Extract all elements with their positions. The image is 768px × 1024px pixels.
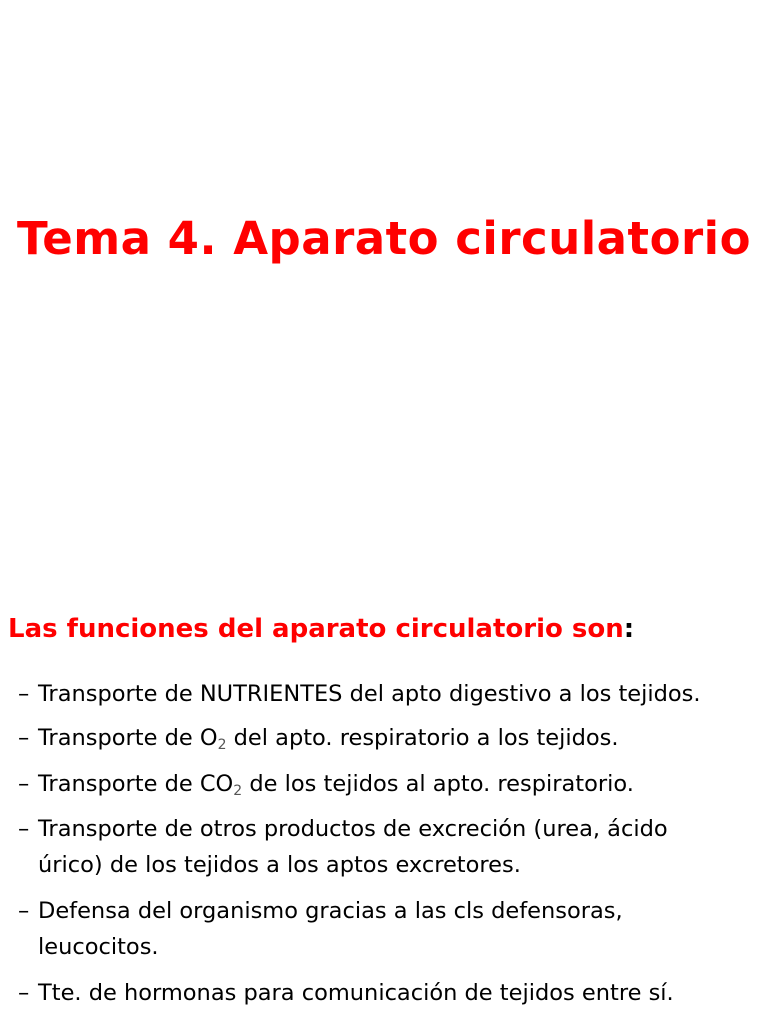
dash-marker: –: [18, 771, 30, 797]
dash-marker: –: [18, 725, 30, 751]
list-item-defensa: [18, 893, 763, 965]
dash-marker: –: [18, 816, 30, 842]
dash-marker: –: [18, 980, 30, 1006]
list-item-co2: [18, 766, 763, 809]
section-heading-colon: :: [623, 614, 635, 644]
section-heading: [8, 614, 634, 644]
list-item-text-post: del apto. respiratorio a los tejidos.: [226, 725, 619, 751]
list-item-text-pre: Transporte de CO: [38, 771, 234, 797]
list-item-text-line2: úrico) de los tejidos a los aptos excretores.: [38, 852, 521, 878]
dash-marker: –: [18, 681, 30, 707]
list-item-text: Tte. de hormonas para comunicación de tejidos entre sí.: [38, 980, 674, 1006]
list-item-excrecion: [18, 811, 763, 883]
list-item-hormonas: [18, 975, 763, 1011]
section-heading-text: Las funciones del aparato circulatorio son: [8, 614, 624, 644]
list-item-nutrientes: [18, 676, 763, 712]
subscript: 2: [233, 783, 243, 799]
list-item-oxigeno: [18, 720, 763, 763]
subscript: 2: [217, 737, 227, 753]
list-item-text-pre: Transporte de O: [38, 725, 218, 751]
list-item-text-line1: Defensa del organismo gracias a las cls defensoras,: [38, 898, 623, 924]
list-item-text: Transporte de NUTRIENTES del apto digestivo a los tejidos.: [38, 681, 701, 707]
list-item-text-line2: leucocitos.: [38, 934, 159, 960]
dash-marker: –: [18, 898, 30, 924]
slide-title: Tema 4. Aparato circulatorio: [16, 212, 752, 265]
list-item-text-line1: Transporte de otros productos de excreción (urea, ácido: [38, 816, 668, 842]
list-item-text-post: de los tejidos al apto. respiratorio.: [242, 771, 634, 797]
